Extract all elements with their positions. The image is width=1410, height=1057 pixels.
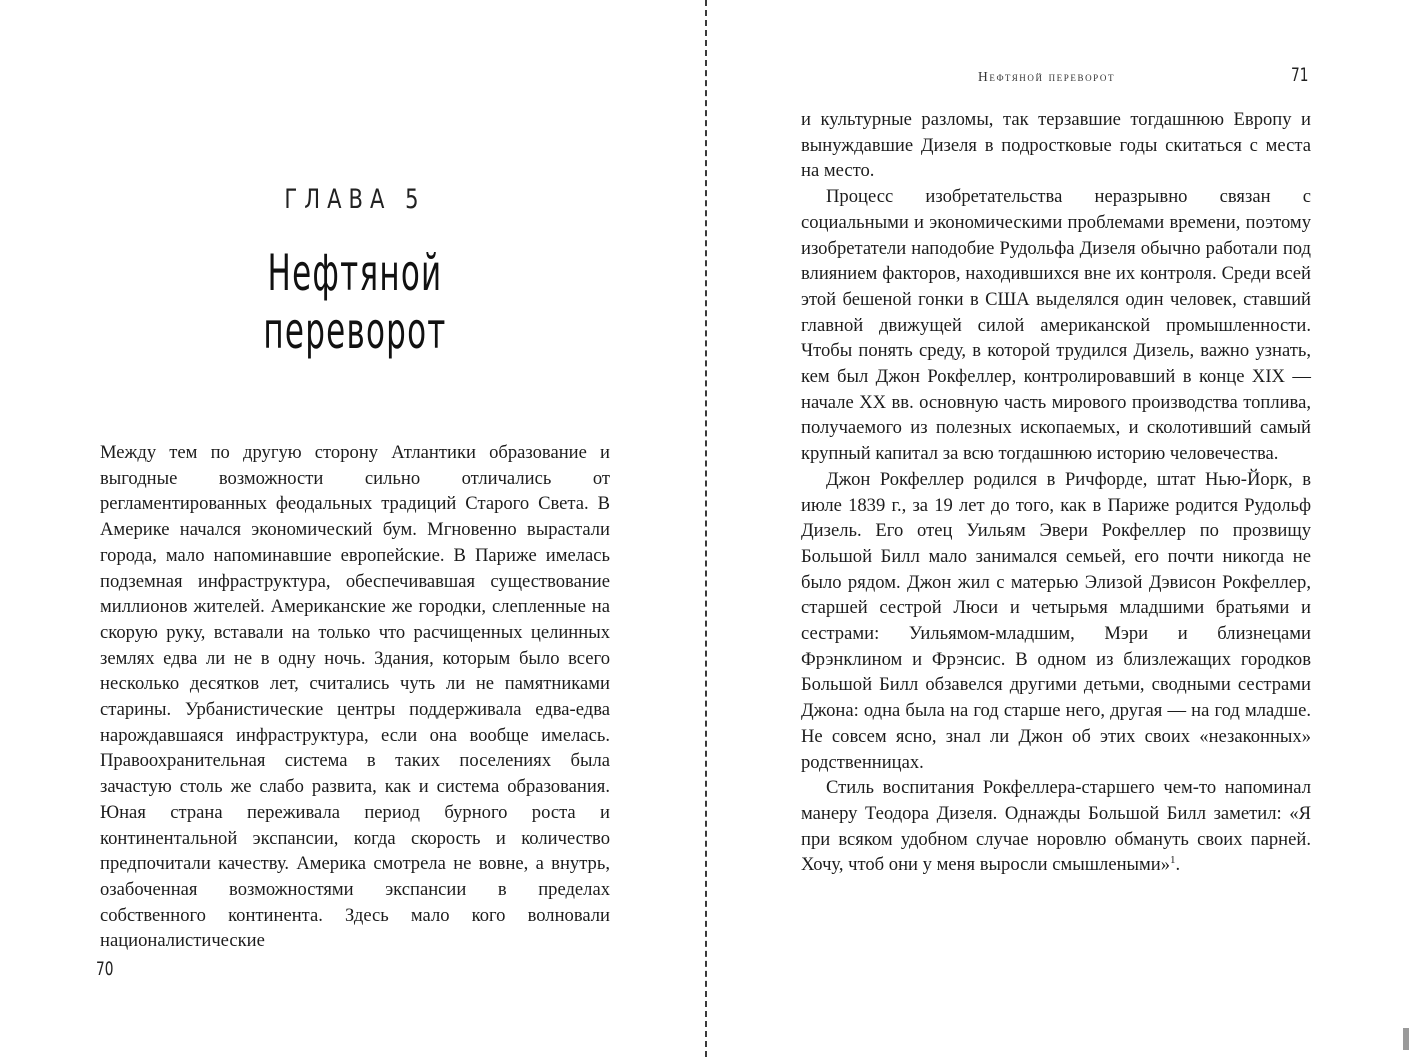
paragraph: и культурные разломы, так терзавшие тогдашнюю Европу и вынуждавшие Дизеля в подростковые годы скитаться с места на место. [801,109,1311,182]
chapter-label: ГЛАВА 5 [284,184,426,215]
right-page [708,0,1410,1057]
paragraph-end: . [1175,854,1181,876]
page-divider [705,0,707,1057]
paragraph-with-footnote [801,775,1311,878]
left-page [0,0,704,1057]
chapter-title: Нефтяной переворот [263,244,447,360]
scan-edge-mark [1403,1028,1409,1050]
page-number-right: 71 [1291,64,1309,86]
paragraph: Джон Рокфеллер родился в Ричфорде, штат Нью-Йорк, в июле 1839 г., за 19 лет до того, как в Париже родится Рудольф Дизель. Его отец Уильям Эвери Рокфеллер по прозвищу Большой Билл мало занимался семьей, его почти никогда не было рядом. Джон жил с матерью Элизой Дэвисон Рокфеллер, старшей сестрой Люси и четырьмя младшими братьями и сестрами: Уильямом-младшим, Мэри и близнецами Фрэнклином и Фрэнсис. В одном из близлежащих городков Большой Билл обзавелся другими детьми, сводными сестрами Джона: одна была на год старше него, другая — на год младше. Не совсем ясно, знал ли Джон об этих своих «незаконных» родственницах. [801,468,1311,773]
footnote-ref[interactable]: 1 [1170,854,1176,867]
page-number-left: 70 [96,958,114,980]
paragraph: Между тем по другую сторону Атлантики образование и выгодные возможности сильно отличались от регламентированных феодальных традиций Старого Света. В Америке начался экономический бум. Мгновенно вырастали города, мало напоминавшие европейские. В Париже имелась подземная инфраструктура, обеспечивавшая существование миллионов жителей. Американские же городки, слепленные на скорую руку, вставали на только что расчищенных целинных землях едва ли не в одну ночь. Здания, которым было всего несколько десятков лет, считались чуть ли не памятниками старины. Урбанистические центры поддерживала едва-едва нарождавшаяся инфраструктура, если она вообще имелась. Правоохранительная система в таких поселениях была зачастую столь же слабо развита, как и система образования. Юная страна переживала период бурного роста и континентальной экспансии, когда скорость и количество предпочитали качеству. Америка смотрела не вовне, а внутрь, озабоченная возможностями экспансии в пределах собственного континента. Здесь мало кого волновали националистические [100,442,610,952]
running-head: Нефтяной переворот [978,69,1116,84]
right-body-text [801,107,1311,878]
left-body-text [100,440,610,954]
paragraph-text: Стиль воспитания Рокфеллера-старшего чем-то напоминал манеру Теодора Дизеля. Однажды Большой Билл заметил: «Я при всяком удобном случае норовлю обмануть своих парней. Хочу, чтоб они у меня выросли смышлеными» [801,777,1311,876]
paragraph: Процесс изобретательства неразрывно связан с социальными и экономическими проблемами времени, поэтому изобретатели наподобие Рудольфа Дизеля обычно работали под влиянием факторов, находившихся вне их контроля. Среди всей этой бешеной гонки в США выделялся один человек, ставший главной движущей силой американской промышленности. Чтобы понять среду, в которой трудился Дизель, важно узнать, кем был Джон Рокфеллер, контролировавший в конце XIX — начале XX вв. основную часть мирового производства топлива, получаемого из полезных ископаемых, и сколотивший самый крупный капитал за всю тогдашнюю историю человечества. [801,186,1311,465]
